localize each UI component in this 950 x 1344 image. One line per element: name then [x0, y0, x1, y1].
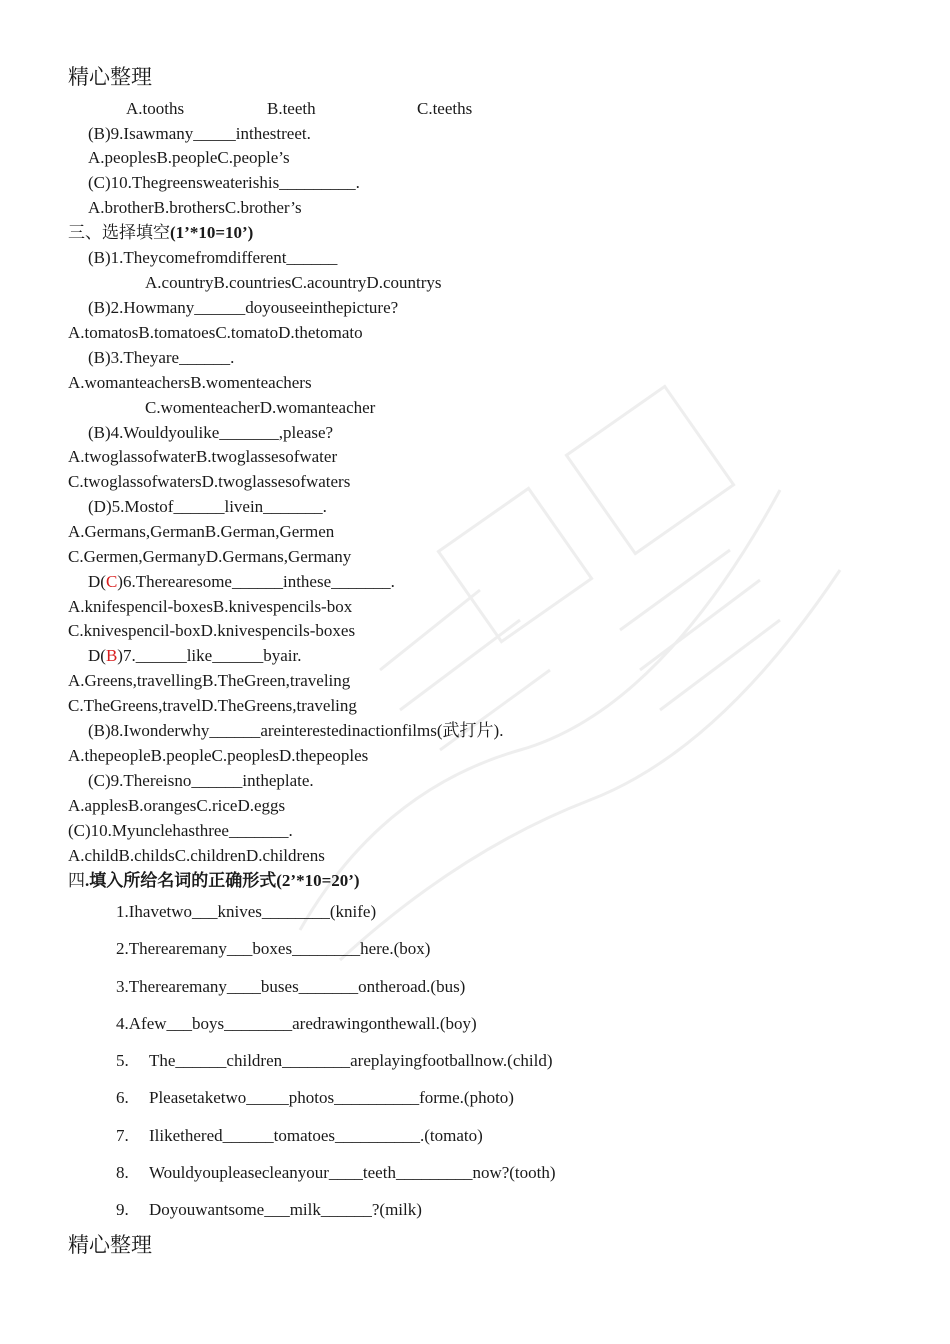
- question-line: [88, 572, 395, 592]
- fill-item: Wouldyoupleasecleanyour____teeth_________now?(tooth): [149, 1163, 556, 1182]
- options-line: A.knifespencil-boxesB.knivespencils-box: [68, 597, 353, 616]
- section-heading-3: [68, 223, 253, 243]
- fill-item: The______children________areplayingfootballnow.(child): [149, 1051, 553, 1070]
- options-line: C.TheGreens,travelD.TheGreens,traveling: [68, 696, 357, 715]
- section-heading-4: [68, 871, 360, 891]
- corrected-answer: B: [105, 646, 118, 665]
- options-line: A.brotherB.brothersC.brother’s: [88, 198, 302, 217]
- question-line: (C)9.Thereisno______intheplate.: [88, 771, 314, 790]
- question-line: (C)10.Thegreensweaterishis_________.: [88, 173, 360, 192]
- fill-item: 2.Therearemany___boxes________here.(box): [116, 939, 431, 958]
- options-line: A.countryB.countriesC.acountryD.countrys: [145, 273, 442, 292]
- section-number: 四: [68, 871, 85, 890]
- answer-prefix: D(: [88, 646, 106, 665]
- fill-item-number: 6.: [116, 1088, 129, 1107]
- question-text: )6.Therearesome______inthese_______.: [117, 572, 395, 591]
- fill-item: Ilikethered______tomatoes__________.(tomato): [149, 1126, 483, 1145]
- page-header: 精心整理: [68, 65, 152, 89]
- options-line: A.twoglassofwaterB.twoglassesofwater: [68, 447, 338, 466]
- question-line: (B)4.Wouldyoulike_______,please?: [88, 423, 334, 442]
- option-b: B.teeth: [267, 99, 316, 118]
- section-score: (2’*10=20’): [276, 871, 360, 890]
- question-line: (B)1.Theycomefromdifferent______: [88, 248, 338, 267]
- option-a: A.tooths: [126, 99, 185, 118]
- options-line: C.knivespencil-boxD.knivespencils-boxes: [68, 621, 356, 640]
- fill-item: 3.Therearemany____buses_______ontheroad.(bus): [116, 977, 466, 996]
- options-line: C.womenteacherD.womanteacher: [145, 398, 376, 417]
- fill-item: 4.Afew___boys________aredrawingonthewall.(boy): [116, 1014, 477, 1033]
- answer-prefix: D(: [88, 572, 106, 591]
- options-line: A.womanteachersB.womenteachers: [68, 373, 312, 392]
- options-line: A.peoplesB.peopleC.people’s: [88, 148, 290, 167]
- options-line: C.twoglassofwatersD.twoglassesofwaters: [68, 472, 351, 491]
- fill-item: 1.Ihavetwo___knives________(knife): [116, 902, 377, 921]
- options-line: A.tomatosB.tomatoesC.tomatoD.thetomato: [68, 323, 363, 342]
- corrected-answer: C: [105, 572, 118, 591]
- options-line: A.childB.childsC.childrenD.childrens: [68, 846, 325, 865]
- options-line: A.thepeopleB.peopleC.peoplesD.thepeoples: [68, 746, 369, 765]
- options-line: C.Germen,GermanyD.Germans,Germany: [68, 547, 352, 566]
- fill-item: Doyouwantsome___milk______?(milk): [149, 1200, 422, 1219]
- options-line: A.Greens,travellingB.TheGreen,traveling: [68, 671, 351, 690]
- section-score: (1’*10=10’): [170, 223, 254, 242]
- question-line: [88, 646, 301, 666]
- fill-item: Pleasetaketwo_____photos__________forme.(photo): [149, 1088, 514, 1107]
- question-line: (D)5.Mostof______livein_______.: [88, 497, 327, 516]
- question-line: (B)3.Theyare______.: [88, 348, 235, 367]
- question-line: (C)10.Myunclehasthree_______.: [68, 821, 293, 840]
- fill-item-number: 8.: [116, 1163, 129, 1182]
- question-line: (B)8.Iwonderwhy______areinterestedinactionfilms(武打片).: [88, 721, 504, 740]
- options-line: A.Germans,GermanB.German,Germen: [68, 522, 335, 541]
- option-c: C.teeths: [417, 99, 473, 118]
- options-line: A.applesB.orangesC.riceD.eggs: [68, 796, 286, 815]
- question-text: )7.______like______byair.: [117, 646, 302, 665]
- question-line: (B)2.Howmany______doyouseeinthepicture?: [88, 298, 399, 317]
- page-footer: 精心整理: [68, 1233, 152, 1257]
- section-title: .填入所给名词的正确形式: [85, 871, 277, 890]
- fill-item-number: 7.: [116, 1126, 129, 1145]
- section-title: 三、选择填空: [68, 223, 170, 242]
- question-line: (B)9.Isawmany_____inthestreet.: [88, 124, 311, 143]
- fill-item-number: 5.: [116, 1051, 129, 1070]
- fill-item-number: 9.: [116, 1200, 129, 1219]
